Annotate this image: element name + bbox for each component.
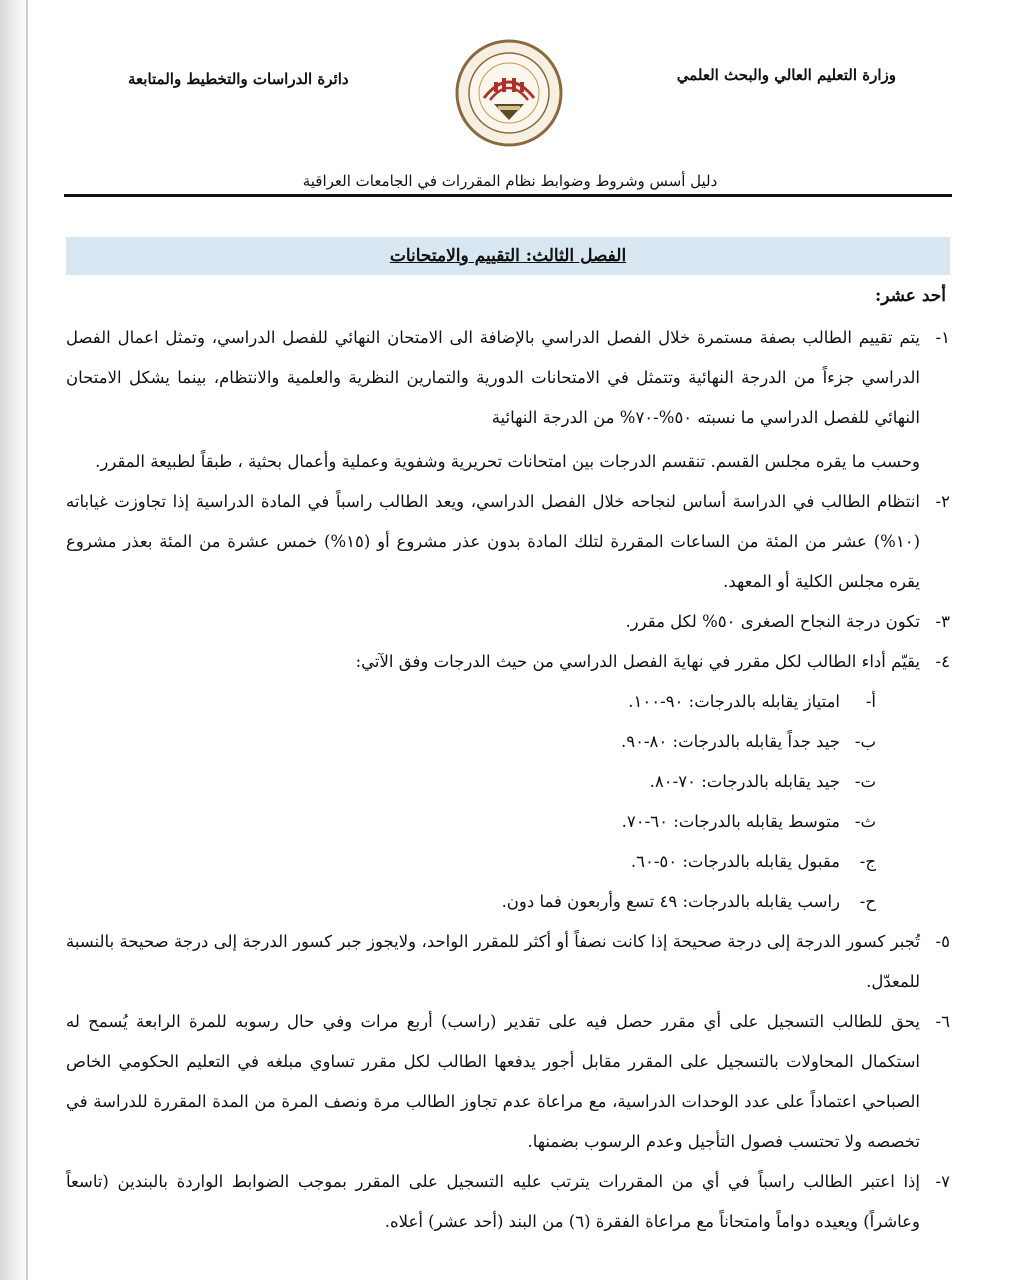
grade-text: جيد جداً يقابله بالدرجات: ٨٠-٩٠. <box>620 732 840 751</box>
item-text: يحق للطالب التسجيل على أي مقرر حصل فيه على تقدير (راسب) أربع مرات وفي حال رسوبه للمرة الرابعة يُسمح له استكمال المحاولات بالتسجيل على المقرر مقابل أجور يدفعها الطالب لكل مقرر تساوي مبلغه في التعليم الحكومي الخاص الصباحي اعتماداً على عدد الوحدات الدراسية، مع مراعاة عدم تجاوز الطالب مرة ونصف المرة من المدة المقررة للدراسة في تخصصه ولا تحتسب فصول التأجيل وعدم الرسوب بضمنها. <box>66 1012 920 1151</box>
document-body <box>66 318 950 1242</box>
item-text: انتظام الطالب في الدراسة أساس لنجاحه خلال الفصل الدراسي، ويعد الطالب راسباً في المادة الدراسية إذا تجاوزت غياباته (١٠%) عشر من المئة من الساعات المقررة لتلك المادة بدون عذر مشروع أو (١٥%) خمس عشرة من المئة بعذر مشروع يقره مجلس الكلية أو المعهد. <box>66 492 921 591</box>
page-edge-line <box>26 0 28 1280</box>
ministry-name: وزارة التعليم العالي والبحث العلمي <box>676 66 896 84</box>
grade-item <box>66 722 950 762</box>
grade-text: راسب يقابله بالدرجات: ٤٩ تسع وأربعون فما دون. <box>501 892 840 911</box>
grade-letter: ب- <box>854 732 876 751</box>
list-item <box>66 642 950 682</box>
item-text: يقيّم أداء الطالب لكل مقرر في نهاية الفصل الدراسي من حيث الدرجات وفق الآتي: <box>355 652 920 671</box>
item-number: ٦- <box>935 1012 950 1031</box>
list-item <box>66 482 950 602</box>
grade-letter: ت- <box>854 772 876 791</box>
item-number: ٢- <box>935 492 950 511</box>
grade-item <box>66 882 950 922</box>
chapter-banner <box>66 237 950 275</box>
list-item <box>66 1162 950 1242</box>
item-text: تُجبر كسور الدرجة إلى درجة صحيحة إذا كانت نصفاً أو أكثر للمقرر الواحد، ولايجوز جبر كسور الدرجة إلى درجة صحيحة بالنسبة للمعدّل. <box>66 932 920 991</box>
grade-text: جيد يقابله بالدرجات: ٧٠-٨٠. <box>649 772 840 791</box>
item-text: تكون درجة النجاح الصغرى ٥٠% لكل مقرر. <box>625 612 920 631</box>
grade-text: امتياز يقابله بالدرجات: ٩٠-١٠٠. <box>628 692 840 711</box>
header-divider <box>64 194 952 197</box>
grade-letter: ج- <box>859 852 876 871</box>
list-item <box>66 922 950 1002</box>
item-text: إذا اعتبر الطالب راسباً في أي من المقررات يترتب عليه التسجيل على المقرر بموجب الضوابط الواردة بالبندين (تاسعاً وعاشراً) ويعيده دواماً وامتحاناً مع مراعاة الفقرة (٦) من البند (أحد عشر) أعلاه. <box>66 1172 920 1231</box>
item-number: ٥- <box>935 932 950 951</box>
list-item <box>66 318 950 438</box>
item-number: ٧- <box>935 1172 950 1191</box>
item-number: ٣- <box>935 612 950 631</box>
grade-item <box>66 762 950 802</box>
grade-letter: أ- <box>865 692 876 711</box>
grade-text: مقبول يقابله بالدرجات: ٥٠-٦٠. <box>630 852 840 871</box>
chapter-title: الفصل الثالث: التقييم والامتحانات <box>389 246 627 266</box>
guide-title: دليل أسس وشروط وضوابط نظام المقررات في الجامعات العراقية <box>302 172 718 190</box>
grade-letter: ح- <box>859 892 876 911</box>
list-item <box>66 602 950 642</box>
grade-item <box>66 802 950 842</box>
grade-item <box>66 682 950 722</box>
grade-item <box>66 842 950 882</box>
list-item <box>66 1002 950 1162</box>
department-name: دائرة الدراسات والتخطيط والمتابعة <box>128 70 349 88</box>
item-number: ١- <box>935 328 950 347</box>
list-item-continuation <box>66 442 950 482</box>
grade-text: متوسط يقابله بالدرجات: ٦٠-٧٠. <box>621 812 840 831</box>
item-number: ٤- <box>935 652 950 671</box>
ministry-seal-icon <box>454 38 564 148</box>
item-text: يتم تقييم الطالب بصفة مستمرة خلال الفصل الدراسي بالإضافة الى الامتحان النهائي للفصل الدراسي، وتمثل اعمال الفصل الدراسي جزءاً من الدرجة النهائية وتتمثل في الامتحانات الدورية والتمارين النظرية والعلمية والانتظام، بينما يشكل الامتحان النهائي للفصل الدراسي ما نسبته ٥٠%-٧٠% من الدرجة النهائية <box>66 328 920 427</box>
article-heading: أحد عشر: <box>874 286 946 306</box>
grade-letter: ث- <box>854 812 876 831</box>
item-text: وحسب ما يقره مجلس القسم. تنقسم الدرجات بين امتحانات تحريرية وشفوية وعملية وأعمال بحثية ، طبقاً لطبيعة المقرر. <box>95 452 920 471</box>
